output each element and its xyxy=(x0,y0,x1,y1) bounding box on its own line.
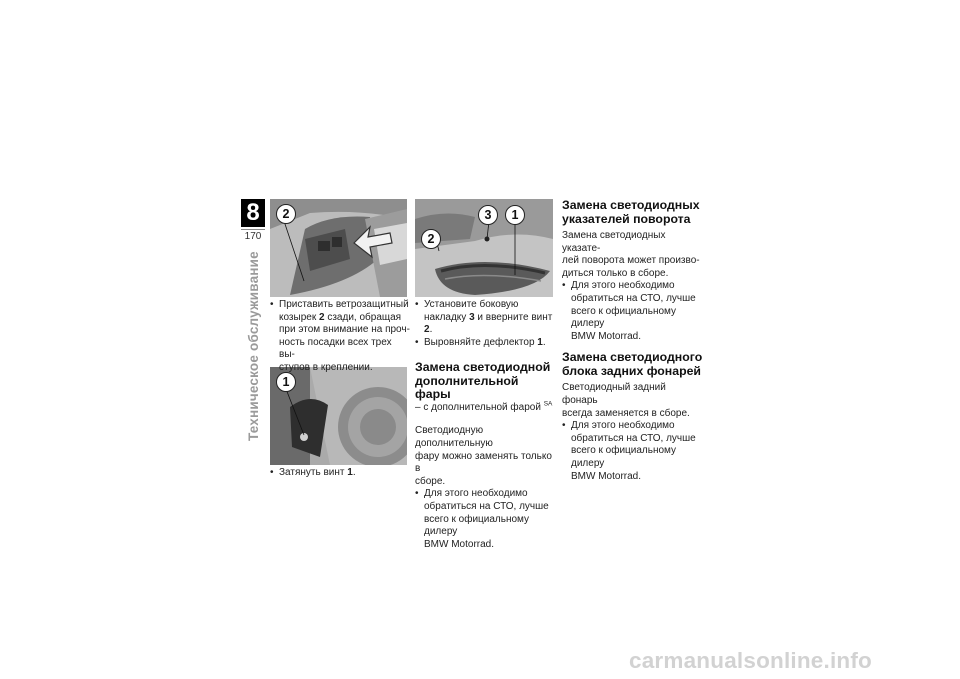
text-fragment: козырек xyxy=(279,311,317,323)
section-heading: Замена светодиодных xyxy=(562,198,700,212)
text-fragment: Затянуть винт xyxy=(279,467,345,478)
text-line: Для этого необходимо xyxy=(571,420,675,432)
text-line: лей поворота может произво- xyxy=(562,255,700,267)
ref-number: 1 xyxy=(537,336,543,348)
col1-step1 xyxy=(270,299,410,375)
text-line: обратиться на СТО, лучше xyxy=(424,501,549,513)
callout-3: 3 xyxy=(478,205,498,225)
bullet-item xyxy=(415,299,557,337)
bullet-dot: • xyxy=(415,299,419,310)
ref-number: 1 xyxy=(347,467,353,478)
bullet-item xyxy=(562,280,704,343)
text-line: Установите боковую xyxy=(424,299,519,310)
site-watermark: carmanualsonline.info xyxy=(629,648,872,673)
bullet-dot: • xyxy=(270,299,274,310)
paragraph xyxy=(415,425,557,488)
text-line: всегда заменяется в сборе. xyxy=(562,407,690,419)
text-line xyxy=(279,312,410,325)
paragraph xyxy=(562,382,704,420)
photo-windshield-mount xyxy=(270,199,407,297)
text-line: BMW Motorrad. xyxy=(571,470,642,482)
text-line: всего к официальному дилеру xyxy=(571,445,677,469)
chapter-number-badge: 8 xyxy=(241,199,265,227)
text-line: обратиться на СТО, лучше xyxy=(571,432,696,444)
photo-side-panel xyxy=(415,199,553,297)
col2-text xyxy=(415,299,557,551)
callout-1: 1 xyxy=(505,205,525,225)
text-line: фару можно заменять только в xyxy=(415,450,552,475)
section-heading: Замена светодиодной xyxy=(415,360,551,375)
text-fragment: – с дополнительной фарой xyxy=(415,401,541,413)
section-heading: Замена светодиодного xyxy=(562,350,703,365)
callout-1: 1 xyxy=(276,372,296,392)
paragraph xyxy=(562,230,704,280)
bullet-item xyxy=(270,299,410,375)
text-line: сборе. xyxy=(415,475,446,487)
text-fragment: накладку xyxy=(424,311,467,323)
text-line: всего к официальному дилеру xyxy=(424,513,530,538)
bullet-dot: • xyxy=(415,336,419,348)
photo-screw xyxy=(270,367,407,465)
text-line: всего к официальному дилеру xyxy=(571,305,677,330)
col3-text xyxy=(562,199,704,483)
bullet-dot: • xyxy=(562,420,566,432)
text-line: Светодиодный задний фонарь xyxy=(562,382,666,406)
text-line: Замена светодиодных указате- xyxy=(562,230,666,254)
callout-2: 2 xyxy=(276,204,296,224)
text-line: диться только в сборе. xyxy=(562,267,669,279)
sa-marker: SA xyxy=(543,400,553,408)
text-fragment: . xyxy=(429,324,433,336)
text-line: BMW Motorrad. xyxy=(424,538,495,550)
text-line: Для этого необходимо xyxy=(424,488,528,500)
section-heading: указателей поворота xyxy=(562,211,691,226)
bullet-item xyxy=(270,467,410,480)
text-line: ступов в креплении. xyxy=(279,361,373,373)
text-fragment: . xyxy=(542,336,546,348)
text-line: ность посадки всех трех вы- xyxy=(279,336,392,361)
text-fragment: и вверните винт xyxy=(477,311,553,323)
text-line xyxy=(424,312,557,337)
text-fragment: Выровняйте дефлектор xyxy=(424,336,535,348)
callout-2: 2 xyxy=(421,229,441,249)
ref-number: 2 xyxy=(424,324,430,336)
text-fragment: . xyxy=(352,467,356,478)
text-line: Для этого необходимо xyxy=(571,280,675,292)
section-heading: блока задних фонарей xyxy=(562,363,701,378)
bullet-dot: • xyxy=(562,280,566,292)
bullet-item xyxy=(415,337,557,350)
bullet-dot: • xyxy=(415,488,419,500)
text-fragment: сзади, обращая xyxy=(327,311,402,323)
section-heading: дополнительной фары xyxy=(415,373,519,402)
chapter-side-title: Техническое обслуживание xyxy=(246,251,261,441)
ref-number: 2 xyxy=(319,311,325,323)
text-line: Приставить ветрозащитный xyxy=(279,299,409,310)
col1-step2 xyxy=(270,467,410,480)
ref-number: 3 xyxy=(469,311,475,323)
bullet-item xyxy=(415,488,557,551)
text-line: BMW Motorrad. xyxy=(571,330,642,342)
text-line: при этом внимание на проч- xyxy=(279,324,410,336)
text-line: обратиться на СТО, лучше xyxy=(571,292,696,304)
bullet-item xyxy=(562,420,704,483)
page-number: 170 xyxy=(244,231,262,242)
bullet-dot: • xyxy=(270,467,274,478)
equipment-note xyxy=(415,402,557,415)
text-line: Светодиодную дополнительную xyxy=(415,425,493,450)
